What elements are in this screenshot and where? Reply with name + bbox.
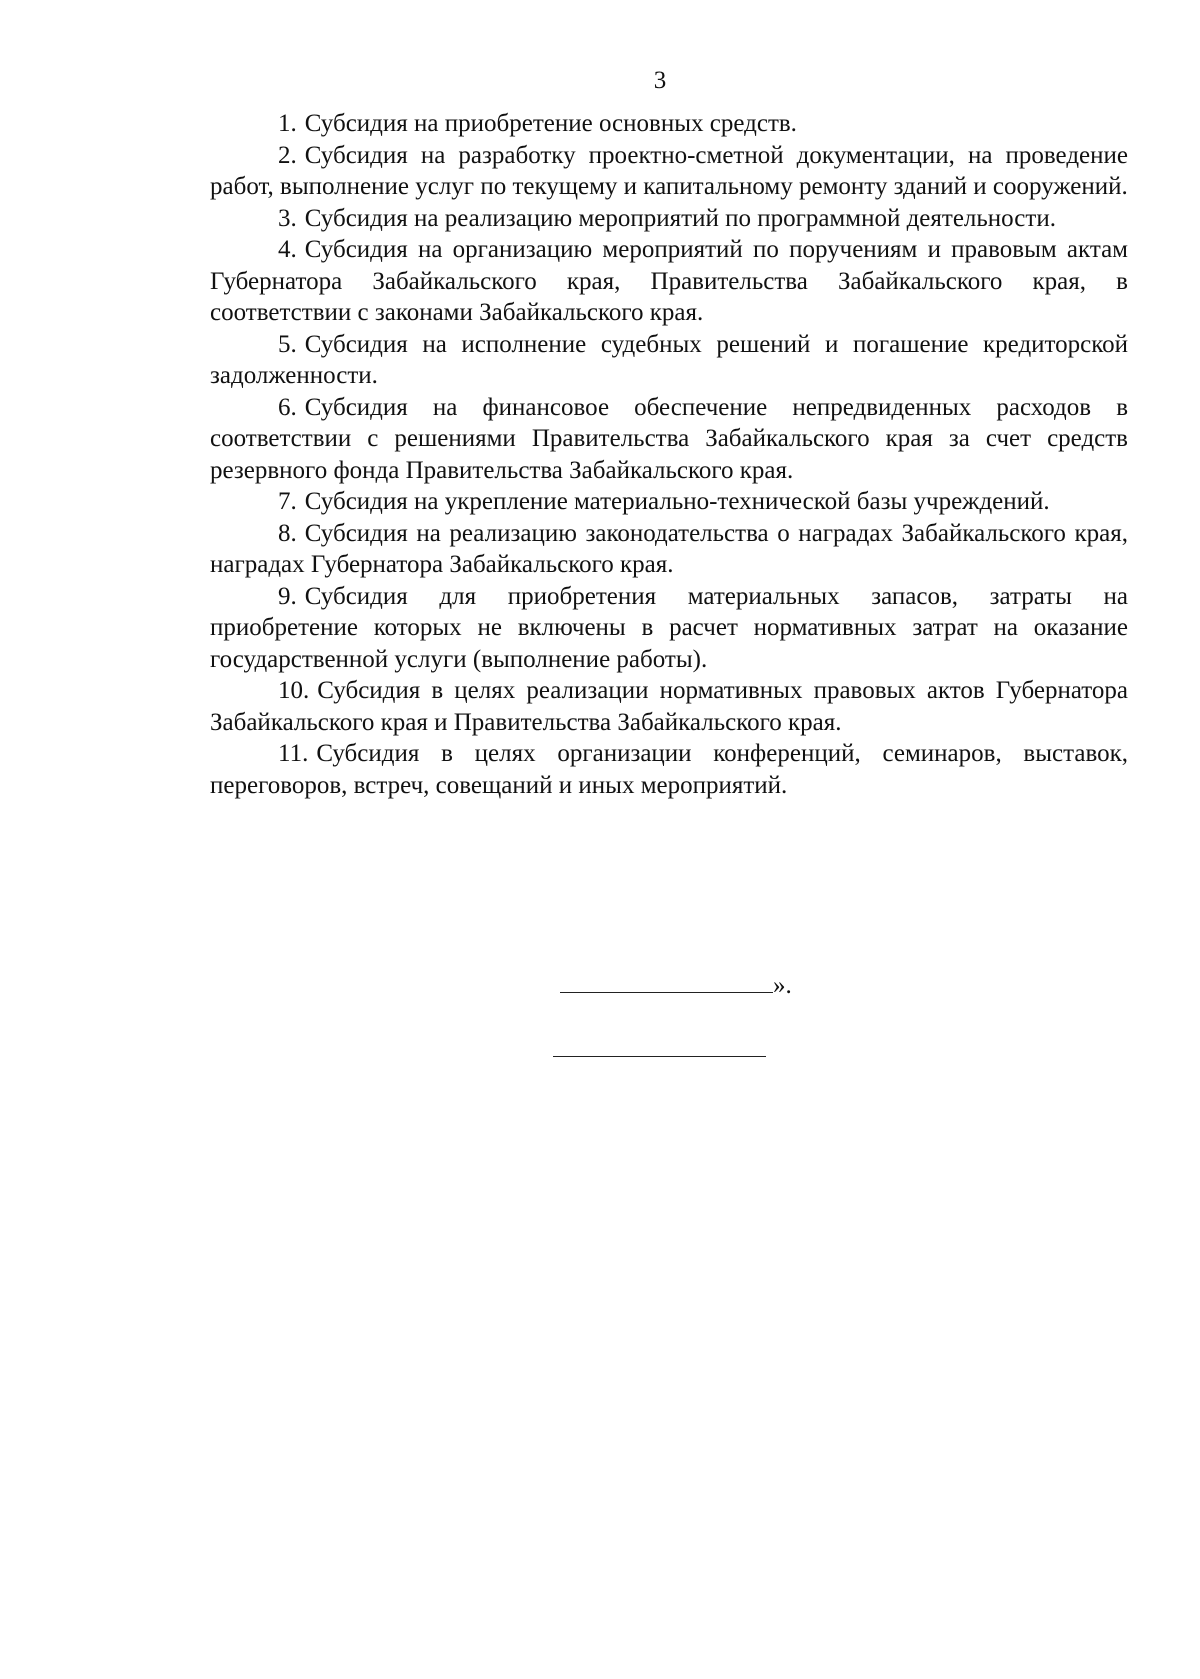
list-item bbox=[210, 738, 1128, 801]
list-item bbox=[210, 203, 1128, 235]
list-item bbox=[210, 140, 1128, 203]
item-number: 5. bbox=[278, 330, 297, 358]
item-text: Субсидия на исполнение судебных решений и погашение кредиторской задолженности. bbox=[210, 330, 1128, 389]
document-body bbox=[210, 108, 1128, 801]
item-text: Субсидия на разработку проектно-сметной документации, на проведение работ, выполнение услуг по текущему и капитальному ремонту зданий и сооружений. bbox=[210, 141, 1128, 200]
item-number: 2. bbox=[278, 141, 297, 169]
item-text: Субсидия на организацию мероприятий по поручениям и правовым актам Губернатора Забайкальского края, Правительства Забайкальского края, в соответствии с законами Забайкальского края. bbox=[210, 236, 1128, 326]
item-text: Субсидия на реализацию законодательства о наградах Забайкальского края, наградах Губернатора Забайкальского края. bbox=[210, 519, 1128, 578]
underline-divider bbox=[560, 971, 773, 993]
item-text: Субсидия на финансовое обеспечение непредвиденных расходов в соответствии с решениями Правительства Забайкальского края за счет средств резервного фонда Правительства Забайкальского края. bbox=[210, 393, 1128, 484]
list-item bbox=[210, 108, 1128, 140]
item-text: Субсидия на укрепление материально-технической базы учреждений. bbox=[304, 488, 1050, 515]
closing-line bbox=[560, 971, 792, 1001]
item-number: 9. bbox=[278, 582, 297, 610]
item-text: Субсидия в целях реализации нормативных правовых актов Губернатора Забайкальского края и Правительства Забайкальского края. bbox=[210, 677, 1128, 736]
list-item bbox=[210, 518, 1128, 581]
item-number: 8. bbox=[278, 519, 297, 547]
item-text: Субсидия на реализацию мероприятий по программной деятельности. bbox=[304, 204, 1056, 232]
item-number: 6. bbox=[278, 393, 297, 421]
page-number: 3 bbox=[653, 67, 667, 94]
end-divider bbox=[553, 1056, 766, 1057]
list-item bbox=[210, 486, 1128, 518]
list-item bbox=[210, 329, 1128, 392]
list-item bbox=[210, 675, 1128, 738]
item-number: 1. bbox=[278, 110, 297, 137]
list-item bbox=[210, 234, 1128, 329]
list-item bbox=[210, 581, 1128, 676]
item-number: 10. bbox=[278, 677, 310, 704]
list-item bbox=[210, 392, 1128, 487]
closing-quote-mark: ». bbox=[773, 972, 792, 999]
item-number: 7. bbox=[278, 488, 297, 515]
item-text: Субсидия в целях организации конференций, семинаров, выставок, переговоров, встреч, совещаний и иных мероприятий. bbox=[210, 740, 1128, 799]
item-number: 11. bbox=[278, 740, 309, 767]
item-text: Субсидия на приобретение основных средств. bbox=[304, 110, 797, 137]
item-number: 4. bbox=[278, 236, 297, 263]
item-text: Субсидия для приобретения материальных запасов, затраты на приобретение которых не включены в расчет нормативных затрат на оказание государственной услуги (выполнение работы). bbox=[210, 582, 1128, 673]
item-number: 3. bbox=[278, 204, 297, 232]
